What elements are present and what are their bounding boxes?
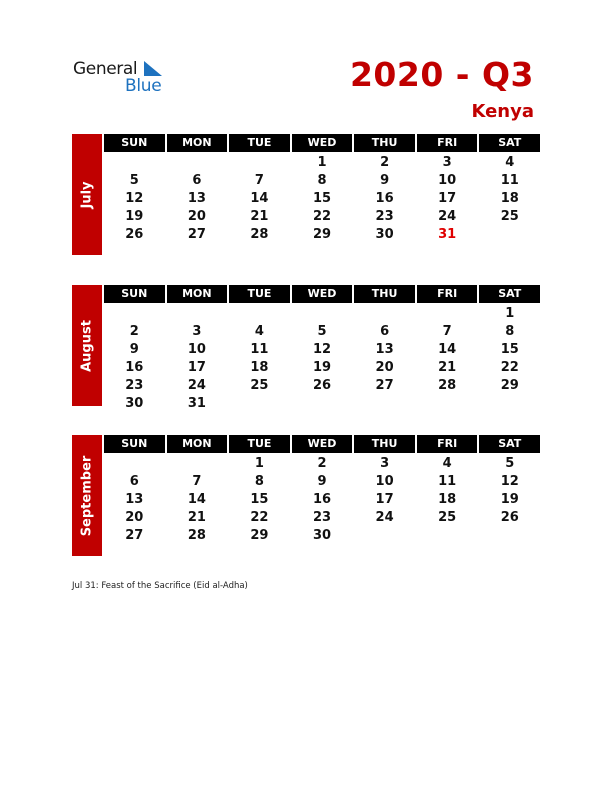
day-cell: 3: [380, 456, 390, 471]
day-cell: 23: [312, 510, 332, 525]
country-subtitle: Kenya: [471, 101, 534, 122]
day-cell: 21: [438, 360, 457, 375]
day-cell: 8: [317, 173, 327, 188]
day-cell: 17: [375, 492, 394, 507]
day-cell: 29: [312, 227, 332, 242]
day-cell: 22: [250, 510, 269, 525]
day-cell: 1: [317, 155, 327, 170]
day-cell: 15: [250, 492, 269, 507]
day-cell: 29: [250, 528, 269, 543]
day-cell: 19: [500, 492, 519, 507]
day-cell: 9: [317, 474, 327, 489]
logo-text-general: General: [73, 59, 138, 79]
day-cell: 23: [125, 378, 144, 393]
empty-day-cell: [229, 154, 290, 172]
weekday-thu: THU: [354, 285, 415, 303]
day-cell: 2: [129, 324, 139, 339]
day-cell: 5: [317, 324, 327, 339]
day-cell: 27: [375, 378, 394, 393]
day-cell: 13: [375, 342, 394, 357]
week-row: [104, 509, 540, 527]
day-cell: 20: [187, 209, 206, 224]
day-cell: 14: [250, 191, 269, 206]
weekday-wed: WED: [292, 285, 353, 303]
day-cell: 26: [312, 378, 332, 393]
day-cell: 22: [312, 209, 332, 224]
empty-day-cell: [417, 527, 478, 545]
empty-day-cell: [229, 305, 290, 323]
day-cell: 22: [500, 360, 519, 375]
weekday-wed: WED: [292, 435, 353, 453]
day-cell: 7: [442, 324, 452, 339]
empty-day-cell: [104, 455, 165, 473]
day-cell: 26: [500, 510, 519, 525]
day-cell: 18: [500, 191, 519, 206]
week-row: [104, 305, 540, 323]
weekday-sun: SUN: [104, 435, 165, 453]
day-cell: 17: [187, 360, 206, 375]
weekday-sun: SUN: [104, 134, 165, 152]
week-row: [104, 455, 540, 473]
day-cell: 21: [250, 209, 269, 224]
day-cell: 31: [187, 396, 206, 411]
day-cell: 3: [442, 155, 452, 170]
day-cell: 10: [375, 474, 394, 489]
day-cell: 18: [438, 492, 457, 507]
day-cell: 24: [438, 209, 457, 224]
empty-day-cell: [354, 527, 415, 545]
empty-day-cell: [167, 154, 228, 172]
empty-day-cell: [354, 395, 415, 413]
day-cell: 2: [380, 155, 390, 170]
day-cell: 8: [505, 324, 515, 339]
day-cell: 6: [192, 173, 202, 188]
day-cell: 11: [438, 474, 457, 489]
empty-day-cell: [104, 154, 165, 172]
day-grid: [104, 154, 540, 244]
day-cell: 12: [312, 342, 332, 357]
day-cell: 16: [375, 191, 394, 206]
day-cell: 5: [505, 456, 515, 471]
month-label-bar: [72, 134, 102, 255]
page-title: 2020 - Q3: [349, 55, 534, 94]
day-cell: 15: [312, 191, 332, 206]
weekday-wed: WED: [292, 134, 353, 152]
day-cell: 29: [500, 378, 519, 393]
holiday-day-cell: 31: [438, 227, 457, 242]
day-grid: [104, 305, 540, 413]
day-grid: [104, 455, 540, 545]
empty-day-cell: [292, 305, 353, 323]
weekday-tue: TUE: [229, 134, 290, 152]
month-label-bar: [72, 285, 102, 406]
month-name: July: [79, 180, 95, 209]
weekday-fri: FRI: [417, 435, 478, 453]
day-cell: 4: [254, 324, 264, 339]
weekday-fri: FRI: [417, 285, 478, 303]
day-cell: 11: [500, 173, 519, 188]
day-cell: 30: [125, 396, 144, 411]
week-row: [104, 190, 540, 208]
day-cell: 12: [125, 191, 144, 206]
empty-day-cell: [292, 395, 353, 413]
empty-day-cell: [229, 395, 290, 413]
day-cell: 28: [187, 528, 206, 543]
weekday-sat: SAT: [479, 285, 540, 303]
weekday-sat: SAT: [479, 435, 540, 453]
week-row: [104, 359, 540, 377]
month-block-august: [72, 285, 540, 411]
week-row: [104, 172, 540, 190]
day-cell: 6: [129, 474, 139, 489]
day-cell: 24: [375, 510, 394, 525]
week-row: [104, 527, 540, 545]
day-cell: 16: [312, 492, 332, 507]
empty-day-cell: [167, 455, 228, 473]
day-cell: 13: [125, 492, 144, 507]
weekday-sat: SAT: [479, 134, 540, 152]
day-cell: 3: [192, 324, 202, 339]
weekday-tue: TUE: [229, 435, 290, 453]
month-block-july: [72, 134, 540, 255]
month-block-september: [72, 435, 540, 556]
day-cell: 4: [442, 456, 452, 471]
day-cell: 2: [317, 456, 327, 471]
day-cell: 10: [187, 342, 206, 357]
day-cell: 14: [438, 342, 457, 357]
holiday-note: Jul 31: Feast of the Sacrifice (Eid al-Adha): [72, 581, 248, 591]
day-cell: 21: [187, 510, 206, 525]
empty-day-cell: [479, 226, 540, 244]
day-cell: 25: [438, 510, 457, 525]
day-cell: 19: [125, 209, 144, 224]
day-cell: 30: [375, 227, 394, 242]
week-row: [104, 208, 540, 226]
week-row: [104, 473, 540, 491]
week-row: [104, 377, 540, 395]
day-cell: 7: [192, 474, 202, 489]
day-cell: 8: [254, 474, 264, 489]
week-row: [104, 226, 540, 244]
empty-day-cell: [479, 527, 540, 545]
weekday-header: [104, 285, 540, 303]
day-cell: 5: [129, 173, 139, 188]
week-row: [104, 395, 540, 413]
day-cell: 14: [187, 492, 206, 507]
empty-day-cell: [354, 305, 415, 323]
weekday-sun: SUN: [104, 285, 165, 303]
day-cell: 26: [125, 227, 144, 242]
day-cell: 20: [125, 510, 144, 525]
month-label-bar: [72, 435, 102, 556]
weekday-mon: MON: [167, 435, 228, 453]
day-cell: 15: [500, 342, 519, 357]
empty-day-cell: [417, 395, 478, 413]
day-cell: 24: [187, 378, 206, 393]
empty-day-cell: [167, 305, 228, 323]
weekday-mon: MON: [167, 134, 228, 152]
empty-day-cell: [104, 305, 165, 323]
day-cell: 1: [505, 306, 515, 321]
weekday-fri: FRI: [417, 134, 478, 152]
day-cell: 6: [380, 324, 390, 339]
month-name: September: [79, 455, 95, 536]
weekday-tue: TUE: [229, 285, 290, 303]
day-cell: 19: [312, 360, 332, 375]
week-row: [104, 154, 540, 172]
weekday-header: [104, 435, 540, 453]
day-cell: 9: [129, 342, 139, 357]
logo: [73, 59, 173, 99]
weekday-mon: MON: [167, 285, 228, 303]
day-cell: 25: [500, 209, 519, 224]
day-cell: 12: [500, 474, 519, 489]
triangle-flag-icon: [144, 61, 162, 76]
day-cell: 27: [125, 528, 144, 543]
weekday-thu: THU: [354, 435, 415, 453]
weekday-thu: THU: [354, 134, 415, 152]
day-cell: 13: [187, 191, 206, 206]
day-cell: 4: [505, 155, 515, 170]
empty-day-cell: [417, 305, 478, 323]
day-cell: 10: [438, 173, 457, 188]
weekday-header: [104, 134, 540, 152]
day-cell: 1: [254, 456, 264, 471]
week-row: [104, 323, 540, 341]
day-cell: 20: [375, 360, 394, 375]
week-row: [104, 341, 540, 359]
day-cell: 18: [250, 360, 269, 375]
day-cell: 17: [438, 191, 457, 206]
empty-day-cell: [479, 395, 540, 413]
day-cell: 16: [125, 360, 144, 375]
logo-text-blue: Blue: [125, 76, 162, 96]
day-cell: 27: [187, 227, 206, 242]
month-name: August: [79, 319, 95, 372]
day-cell: 25: [250, 378, 269, 393]
day-cell: 11: [250, 342, 269, 357]
day-cell: 30: [312, 528, 332, 543]
day-cell: 28: [438, 378, 457, 393]
day-cell: 28: [250, 227, 269, 242]
day-cell: 9: [380, 173, 390, 188]
day-cell: 7: [254, 173, 264, 188]
day-cell: 23: [375, 209, 394, 224]
week-row: [104, 491, 540, 509]
